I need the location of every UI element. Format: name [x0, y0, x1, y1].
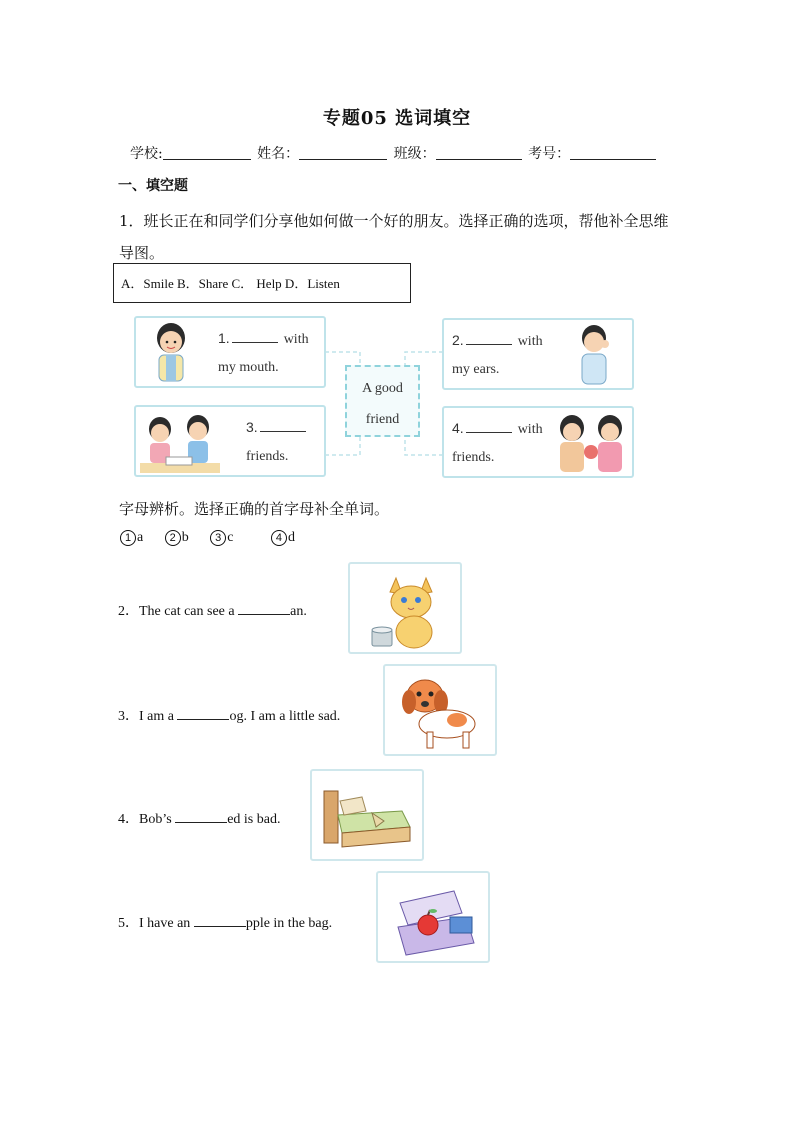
bed-picture-frame — [310, 769, 424, 861]
letter-options — [120, 530, 313, 546]
box4-number: 4. — [452, 420, 464, 436]
letter-option-3: 3 c — [210, 530, 233, 545]
question-4: 4．Bob’s ed is bad. — [118, 812, 281, 827]
box4-blank[interactable] — [466, 419, 512, 433]
letter-option-4: 4 d — [271, 530, 295, 545]
box4-line2: friends. — [452, 450, 495, 465]
box2-number: 2. — [452, 332, 464, 348]
mindmap-box-2 — [442, 318, 634, 390]
question-2-blank[interactable] — [238, 602, 290, 615]
mindmap-box-4 — [442, 406, 634, 478]
class-label: 班级： — [393, 146, 436, 162]
box3-number: 3. — [246, 419, 258, 435]
mindmap-center-box — [345, 365, 420, 437]
letter-option-1: 1 a — [120, 530, 143, 545]
exam-no-label: 考号： — [528, 146, 571, 162]
center-line2: friend — [365, 412, 400, 427]
question-5: 5．I have an pple in the bag. — [118, 916, 333, 931]
box2-line1: with — [517, 334, 543, 349]
box2-line2: my ears. — [452, 362, 500, 377]
boy-listening-illustration-icon — [574, 322, 614, 388]
boy-illustration-icon — [146, 320, 196, 386]
box1-number: 1. — [218, 330, 230, 346]
question-1-options-box: A．Smile B．Share C． Help D．Listen — [113, 263, 411, 303]
dog-icon — [385, 666, 495, 754]
question-5-blank[interactable] — [194, 914, 246, 927]
bag-picture-frame — [376, 871, 490, 963]
box3-blank[interactable] — [260, 418, 306, 432]
box3-line2: friends. — [246, 449, 289, 464]
question-4-blank[interactable] — [175, 810, 227, 823]
mindmap-box-3 — [134, 405, 326, 477]
school-label: 学校: — [130, 146, 163, 162]
page-title: 专题05 选词填空 — [322, 108, 472, 129]
center-line1: A good — [362, 381, 403, 396]
question-1-text: 1．班长正在和同学们分享他如何做一个好的朋友。选择正确的选项，帮他补全思维导图。 — [119, 212, 669, 262]
section-heading: 一、填空题 — [118, 178, 188, 194]
box2-blank[interactable] — [466, 331, 512, 345]
children-sharing-illustration-icon — [140, 411, 220, 475]
name-label: 姓名： — [257, 146, 300, 162]
box4-line1: with — [517, 422, 543, 437]
mindmap-box-1 — [134, 316, 326, 388]
question-3-blank[interactable] — [177, 707, 229, 720]
dog-picture-frame — [383, 664, 497, 756]
cat-picture-frame — [348, 562, 462, 654]
bed-icon — [312, 771, 422, 859]
girls-helping-illustration-icon — [554, 412, 630, 476]
box1-line2: my mouth. — [218, 360, 279, 375]
letter-section-intro: 字母辨析。选择正确的首字母补全单词。 — [119, 500, 390, 518]
box1-line1: with — [283, 332, 309, 347]
letter-option-2: 2 b — [165, 530, 189, 545]
question-2: 2．The cat can see a an. — [118, 604, 307, 619]
apple-in-bag-icon — [378, 873, 488, 961]
question-3: 3．I am a og. I am a little sad. — [118, 709, 341, 724]
box1-blank[interactable] — [232, 329, 278, 343]
cat-icon — [350, 564, 460, 652]
